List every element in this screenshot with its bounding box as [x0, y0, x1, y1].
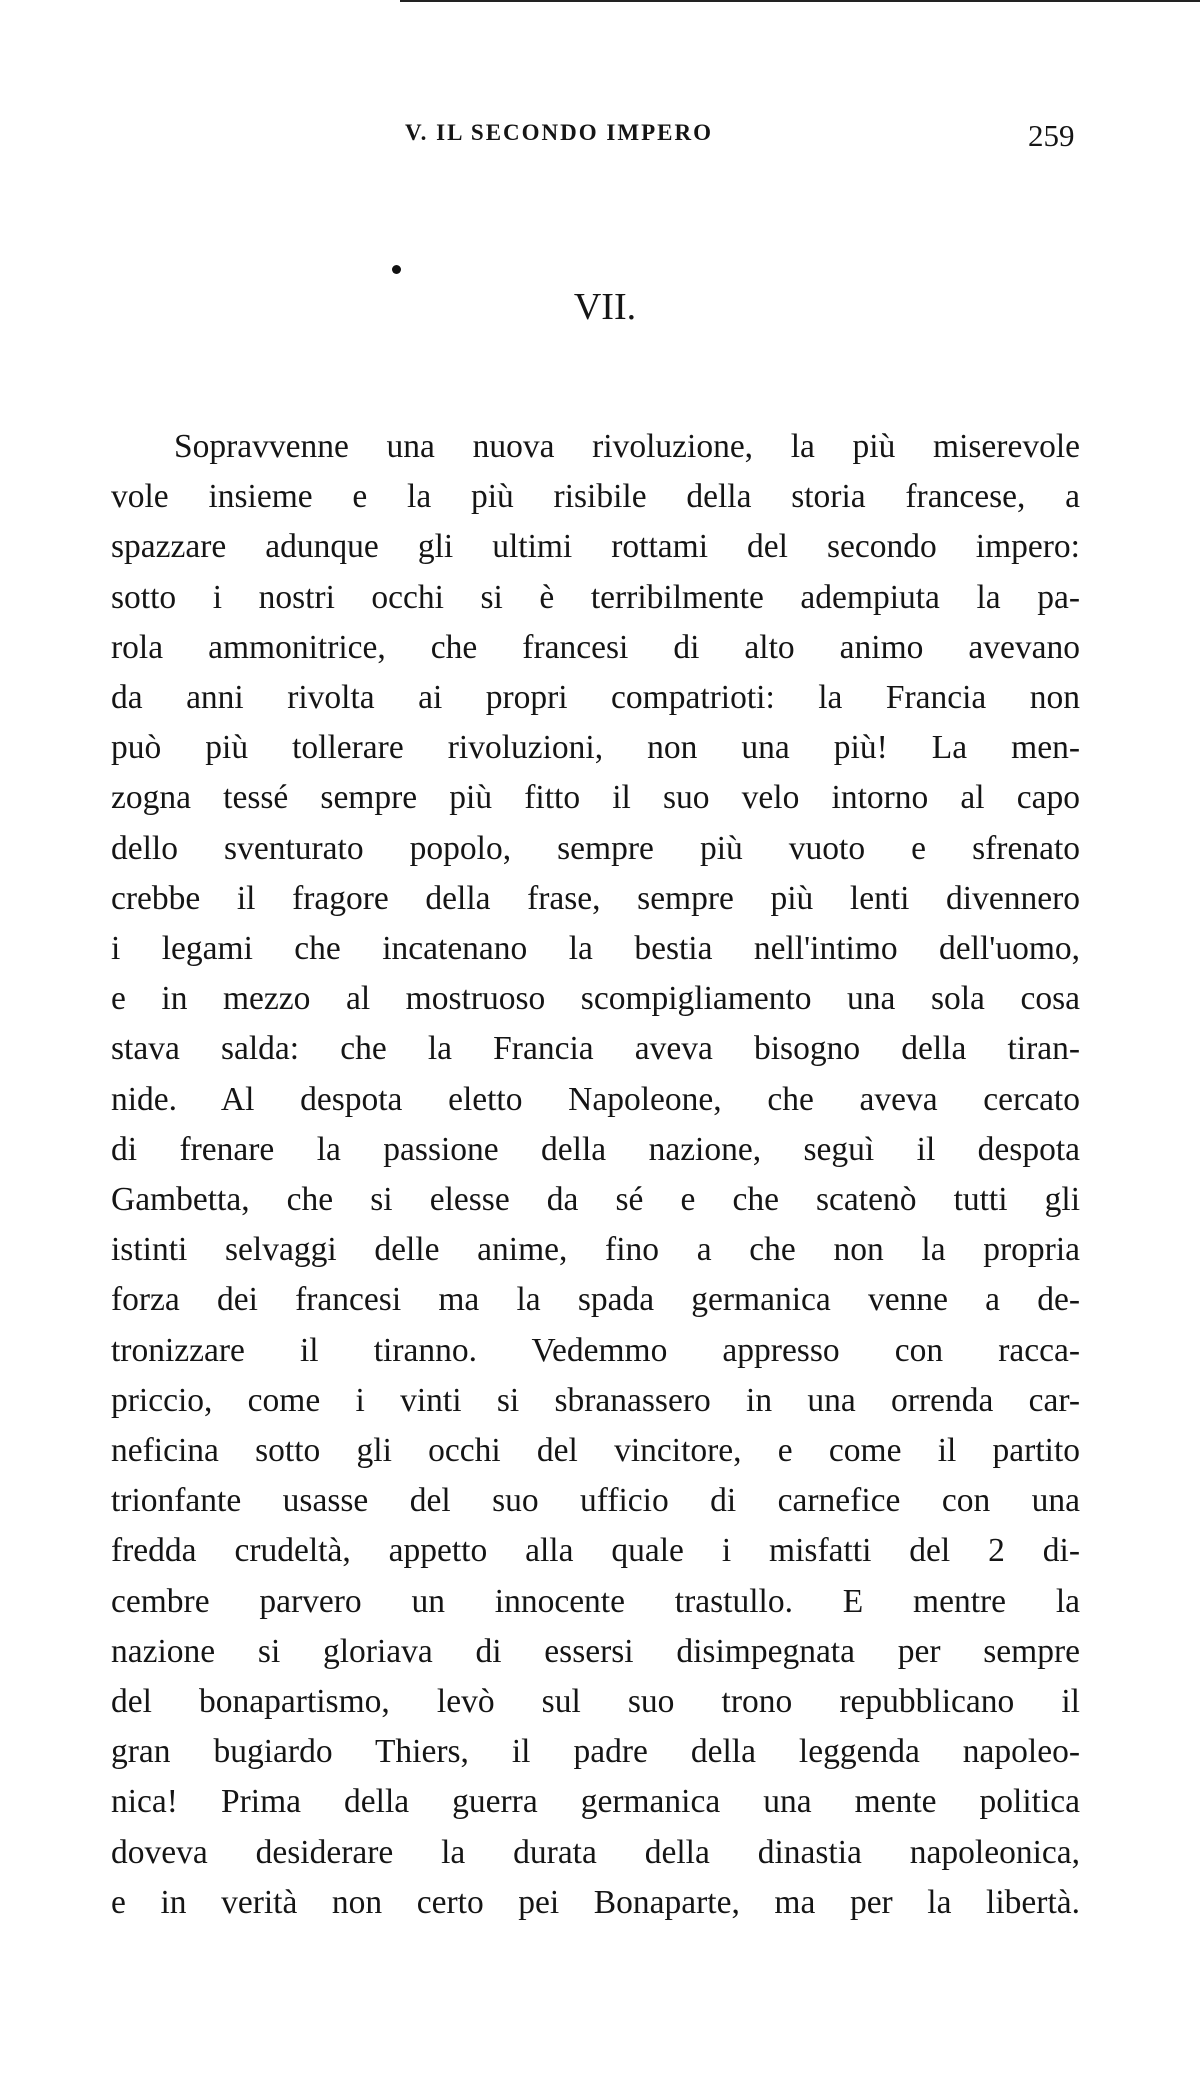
text-line [111, 1275, 1080, 1325]
text-line [111, 1024, 1080, 1074]
text-line-content: di frenare la passione della nazione, seguì il despota [111, 1130, 1080, 1168]
text-line-content: e in verità non certo pei Bonaparte, ma per la libertà. [111, 1883, 1080, 1921]
text-line-content: può più tollerare rivoluzioni, non una più! La men- [111, 729, 1080, 767]
text-line-content: forza dei francesi ma la spada germanica venne a de- [111, 1281, 1080, 1319]
text-line [111, 1376, 1080, 1426]
text-line-content: doveva desiderare la durata della dinastia napoleonica, [111, 1833, 1080, 1871]
ink-speck [392, 265, 401, 274]
page-edge-line [400, 0, 1200, 2]
text-line-content: i legami che incatenano la bestia nell'intimo dell'uomo, [111, 930, 1080, 968]
text-line [111, 974, 1080, 1024]
body-text [111, 422, 1080, 1928]
text-line-content: nazione si gloriava di essersi disimpegnata per sempre [111, 1632, 1080, 1670]
text-line-content: rola ammonitrice, che francesi di alto animo avevano [111, 628, 1080, 666]
text-line [111, 924, 1080, 974]
text-line [111, 1577, 1080, 1627]
text-line-content: sotto i nostri occhi si è terribilmente adempiuta la pa- [111, 578, 1080, 616]
text-line-content: tronizzare il tiranno. Vedemmo appresso con racca- [111, 1331, 1080, 1369]
text-line-content: fredda crudeltà, appetto alla quale i misfatti del 2 di- [111, 1532, 1080, 1570]
text-line [111, 1426, 1080, 1476]
text-line-content: crebbe il fragore della frase, sempre più lenti divennero [111, 879, 1080, 917]
text-line-content: e in mezzo al mostruoso scompigliamento una sola cosa [111, 980, 1080, 1018]
text-line-content: zogna tessé sempre più fitto il suo velo intorno al capo [111, 779, 1080, 817]
text-line-content: trionfante usasse del suo ufficio di carnefice con una [111, 1482, 1080, 1520]
text-line [111, 874, 1080, 924]
text-line-content: dello sventurato popolo, sempre più vuoto e sfrenato [111, 829, 1080, 867]
text-line-content: vole insieme e la più risibile della storia francese, a [111, 478, 1080, 516]
text-line-content: cembre parvero un innocente trastullo. E mentre la [111, 1582, 1080, 1620]
text-line [111, 673, 1080, 723]
text-line-content: nide. Al despota eletto Napoleone, che aveva cercato [111, 1080, 1080, 1118]
page-number: 259 [1028, 118, 1075, 153]
text-line [111, 1727, 1080, 1777]
text-line [111, 1476, 1080, 1526]
text-line [111, 522, 1080, 572]
text-line-content: priccio, come i vinti si sbranassero in una orrenda car- [111, 1381, 1080, 1419]
text-line-content: gran bugiardo Thiers, il padre della leggenda napoleo- [111, 1733, 1080, 1771]
text-line [111, 1828, 1080, 1878]
text-line [111, 1326, 1080, 1376]
text-line [111, 472, 1080, 522]
text-line-content: nica! Prima della guerra germanica una mente politica [111, 1783, 1080, 1821]
text-line [111, 573, 1080, 623]
text-line [111, 1777, 1080, 1827]
text-line [111, 1075, 1080, 1125]
text-line [111, 773, 1080, 823]
text-line-content: Sopravvenne una nuova rivoluzione, la più miserevole [174, 428, 1080, 465]
chapter-title: VII. [573, 286, 637, 328]
text-line [111, 422, 1080, 472]
text-line-content: stava salda: che la Francia aveva bisogno della tiran- [111, 1030, 1080, 1068]
text-line [111, 824, 1080, 874]
text-line [111, 623, 1080, 673]
text-line-content: neficina sotto gli occhi del vincitore, e come il partito [111, 1432, 1080, 1470]
text-line-content: da anni rivolta ai propri compatrioti: la Francia non [111, 679, 1080, 717]
running-head: V. IL SECONDO IMPERO [405, 120, 713, 145]
text-line [111, 723, 1080, 773]
text-line [111, 1125, 1080, 1175]
text-line [111, 1526, 1080, 1576]
text-line-content: Gambetta, che si elesse da sé e che scatenò tutti gli [111, 1181, 1080, 1219]
text-line [111, 1225, 1080, 1275]
text-line-content: del bonapartismo, levò sul suo trono repubblicano il [111, 1683, 1080, 1721]
text-line [111, 1175, 1080, 1225]
text-line [111, 1878, 1080, 1928]
text-line-content: spazzare adunque gli ultimi rottami del secondo impero: [111, 528, 1080, 566]
text-line-content: istinti selvaggi delle anime, fino a che non la propria [111, 1231, 1080, 1269]
text-line [111, 1627, 1080, 1677]
text-line [111, 1677, 1080, 1727]
